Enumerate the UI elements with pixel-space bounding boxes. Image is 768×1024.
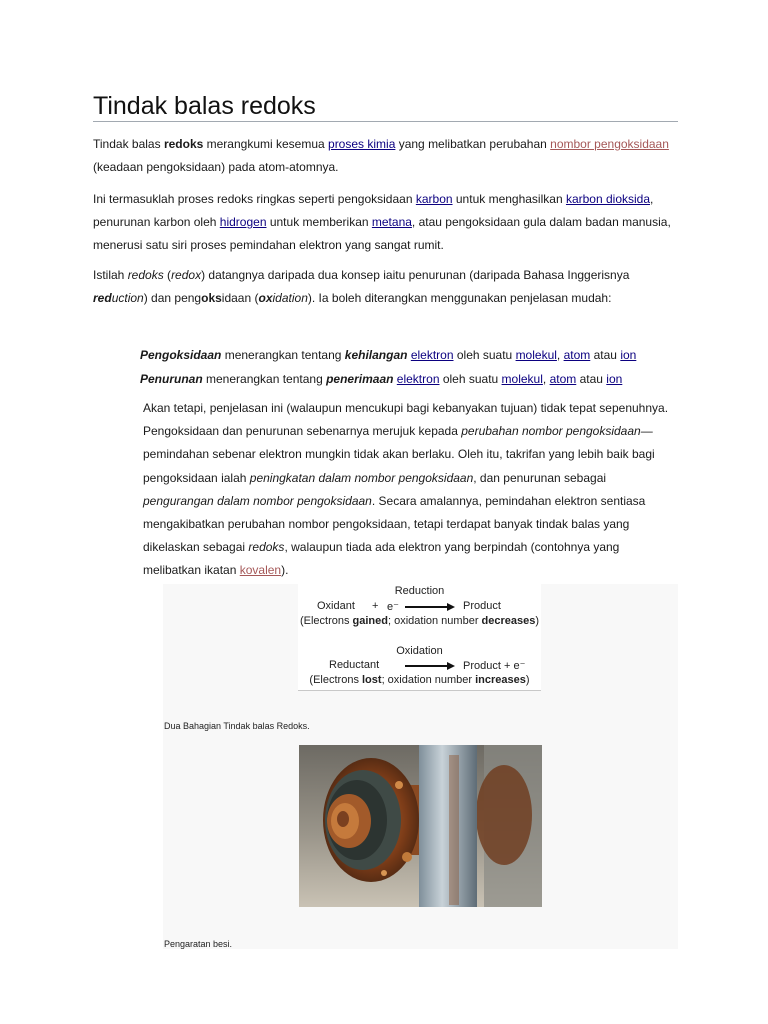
text: . Secara amalannya, pemindahan elektron sentiasa mengakibatkan perubahan nombor pengoksidaan, tetapi terdapat banyak tindak balas yang dikelaskan sebagai [143, 493, 646, 555]
oxidant-label: Oxidant [317, 600, 355, 612]
reduction-note [298, 615, 541, 627]
figure-caption: Dua Bahagian Tindak balas Redoks. [164, 721, 310, 731]
text: ; oxidation number [387, 615, 482, 627]
italic-term: uction [111, 291, 144, 306]
link-elektron[interactable]: elektron [410, 348, 454, 362]
bold-term: oks [201, 291, 222, 306]
link-ion[interactable]: ion [606, 372, 623, 386]
text: , penurunan karbon oleh [93, 192, 654, 230]
text: untuk menghasilkan [452, 192, 566, 206]
key-word: kehilangan [344, 348, 408, 362]
link-proses-kimia[interactable]: proses kimia [328, 137, 396, 151]
product-electron-label: Product + e⁻ [463, 660, 526, 672]
text: , atau pengoksidaan gula dalam badan manusia, menerusi satu siri proses pemindahan elektron yang sangat rumit. [93, 215, 671, 253]
rusty-pipe-image [299, 745, 542, 907]
text: yang melibatkan perubahan [395, 137, 551, 151]
link-nombor-pengoksidaan[interactable]: nombor pengoksidaan [550, 137, 669, 151]
definition-term: Pengoksidaan [140, 348, 222, 362]
text: ) dan peng [143, 291, 202, 306]
oxidation-heading: Oxidation [396, 645, 443, 657]
link-karbon[interactable]: karbon [415, 192, 453, 206]
italic-term: idation [272, 291, 308, 306]
intro-paragraph [93, 133, 678, 179]
text: , dan penurunan sebagai [473, 470, 607, 485]
bold-term: redoks [163, 137, 204, 151]
text: oleh suatu [453, 348, 516, 362]
italic-term: redoks [127, 268, 164, 282]
text: , [542, 372, 550, 386]
text: menerangkan tentang [202, 372, 327, 386]
arrow-right-icon [405, 603, 455, 611]
link-metana[interactable]: metana [371, 215, 412, 230]
text: ) [535, 615, 540, 627]
text: (Electrons [309, 674, 362, 686]
text: ). Ia boleh diterangkan menggunakan penjelasan mudah: [307, 291, 612, 306]
link-hidrogen[interactable]: hidrogen [219, 215, 267, 230]
text: untuk memberikan [266, 215, 372, 230]
arrow-right-icon [405, 662, 455, 670]
italic-term: peningkatan dalam nombor pengoksidaan [249, 470, 474, 485]
bold-word: increases [475, 674, 526, 686]
italic-term: perubahan nombor pengoksidaan [461, 424, 641, 439]
key-word: penerimaan [326, 372, 394, 386]
rust-photo[interactable] [299, 745, 542, 907]
text: atau [590, 348, 621, 362]
definition-oxidation [140, 343, 680, 367]
oxidation-equation [329, 659, 541, 673]
link-kovalen[interactable]: kovalen [239, 563, 282, 578]
text: Tindak balas [93, 137, 164, 151]
page-title: Tindak balas redoks [93, 92, 316, 120]
text: ( [163, 268, 172, 282]
title-divider [93, 121, 678, 122]
link-atom[interactable]: atom [549, 372, 577, 386]
text: merangkumi kesemua [203, 137, 329, 151]
text: Ini termasuklah proses redoks ringkas seperti pengoksidaan [93, 192, 416, 206]
link-ion[interactable]: ion [620, 348, 637, 362]
reductant-label: Reductant [329, 659, 380, 671]
clarification-paragraph [143, 397, 678, 583]
link-molekul[interactable]: molekul [515, 348, 557, 362]
link-molekul[interactable]: molekul [501, 372, 543, 386]
text: ). [281, 563, 289, 578]
text: idaan ( [221, 291, 259, 306]
definition-reduction [140, 367, 680, 391]
plus-sign: + [372, 600, 379, 612]
text: —pemindahan sebenar elektron mungkin tidak akan berlaku. Oleh itu, takrifan yang lebih baik bagi pengoksidaan ialah [143, 424, 655, 485]
product-label: Product [463, 600, 501, 612]
figure-caption: Pengaratan besi. [164, 939, 233, 949]
bold-italic-term: ox [258, 291, 273, 306]
link-elektron[interactable]: elektron [396, 372, 440, 386]
text: oleh suatu [439, 372, 502, 386]
bold-italic-term: red [93, 291, 112, 306]
text: , walaupun tiada ada elektron yang berpindah (contohnya yang melibatkan ikatan [143, 540, 620, 578]
text: Istilah [93, 268, 128, 282]
italic-term: pengurangan dalam nombor pengoksidaan [143, 493, 372, 508]
oxidation-note [298, 674, 541, 686]
etymology-paragraph [93, 264, 678, 310]
text: (keadaan pengoksidaan) pada atom-atomnya. [93, 160, 339, 175]
text: ) [525, 674, 530, 686]
text: menerangkan tentang [221, 348, 345, 362]
text: Akan tetapi, penjelasan ini (walaupun mencukupi bagi kebanyakan tujuan) tidak tepat sepenuhnya. Pengoksidaan dan penurunan sebenarnya merujuk kepada [143, 401, 669, 439]
redox-diagram[interactable] [298, 584, 541, 691]
figure-panel [163, 584, 678, 949]
text: ; oxidation number [381, 674, 476, 686]
bold-word: gained [352, 615, 388, 627]
definition-term: Penurunan [140, 372, 203, 386]
text: (Electrons [299, 615, 353, 627]
link-atom[interactable]: atom [563, 348, 591, 362]
text: ) datangnya daripada dua konsep iaitu penurunan (daripada Bahasa Inggerisnya [201, 268, 630, 282]
reduction-heading: Reduction [394, 585, 445, 597]
examples-paragraph [93, 188, 678, 258]
reduction-equation [317, 600, 541, 614]
text: , [556, 348, 564, 362]
electron-label: e⁻ [387, 601, 399, 613]
italic-term: redoks [248, 540, 285, 555]
italic-term: redox [171, 268, 202, 282]
bold-word: lost [362, 674, 382, 686]
link-karbon-dioksida[interactable]: karbon dioksida [565, 192, 651, 206]
text: atau [576, 372, 607, 386]
definition-list [140, 343, 680, 391]
bold-word: decreases [481, 615, 536, 627]
